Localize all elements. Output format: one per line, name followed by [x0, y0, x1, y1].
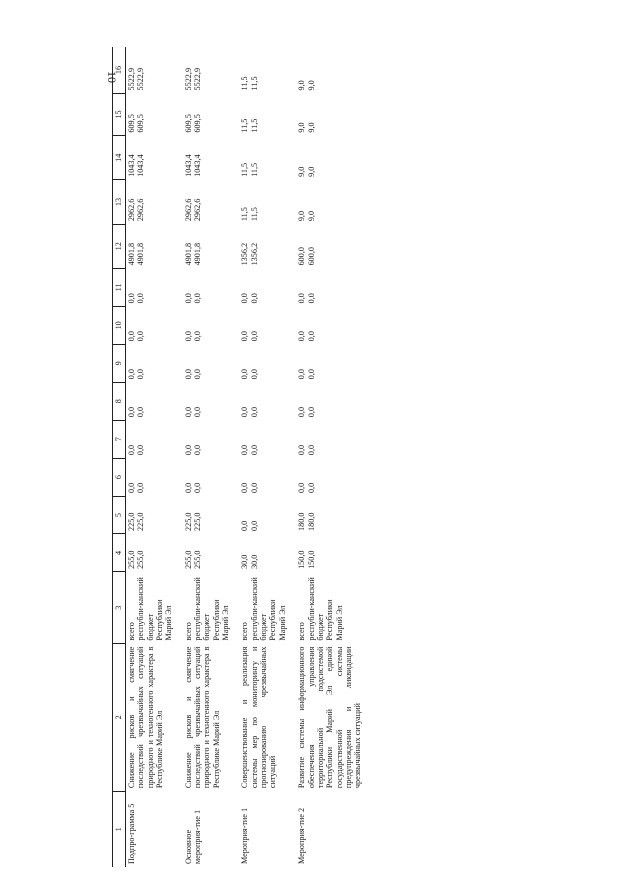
value: 2962,6	[193, 198, 203, 222]
value-cell	[296, 306, 363, 344]
value-cell	[126, 534, 175, 572]
row-spacer	[288, 47, 296, 867]
value: 0,0	[306, 293, 316, 304]
funding-source-cell	[239, 572, 288, 644]
column-number-row	[113, 47, 126, 867]
column-header: 16	[113, 47, 126, 93]
value: 0,0	[127, 293, 136, 304]
value-cell	[239, 306, 288, 344]
funding-source: республи-канский бюджет Республики Марий Эл	[306, 577, 344, 641]
value-cell	[296, 458, 363, 496]
row-name-cell	[239, 644, 288, 792]
value: 4901,8	[127, 242, 136, 266]
value: 0,0	[297, 444, 307, 456]
value: 609,5	[136, 114, 146, 133]
value: 1356,2	[240, 242, 250, 266]
value: 0,0	[240, 520, 250, 531]
column-header: 11	[113, 268, 126, 306]
value-cell	[126, 458, 175, 496]
value-cell	[183, 136, 232, 180]
value: 1043,4	[136, 154, 146, 177]
value: 0,0	[249, 444, 259, 456]
value-cell	[126, 496, 175, 534]
value: 30,0	[249, 554, 259, 569]
value: 0,0	[306, 369, 316, 380]
row-label-cell	[183, 791, 232, 867]
value-cell	[296, 47, 363, 93]
row-label-cell	[126, 791, 175, 867]
value: 1043,4	[183, 154, 193, 177]
value-cell	[239, 224, 288, 268]
value: 0,0	[240, 331, 250, 342]
value: 150,0	[306, 550, 316, 569]
value: 0,0	[249, 482, 259, 494]
row-name-cell	[126, 644, 175, 792]
value: 609,5	[183, 114, 193, 133]
column-header: 9	[113, 344, 126, 382]
page-number: 10	[105, 71, 119, 83]
value: 0,0	[240, 482, 250, 494]
value-cell	[183, 534, 232, 572]
value: 0,0	[193, 444, 203, 456]
financing-table	[112, 47, 364, 867]
column-header: 12	[113, 224, 126, 268]
column-header: 4	[113, 534, 126, 572]
value-cell	[239, 344, 288, 382]
value: 0,0	[193, 293, 203, 304]
row-label-cell	[239, 791, 288, 867]
value: 0,0	[249, 331, 259, 342]
value: 0,0	[297, 482, 307, 494]
value: 9,0	[306, 210, 316, 222]
value: 0,0	[183, 331, 193, 342]
value: 0,0	[136, 482, 146, 494]
value-cell	[239, 420, 288, 458]
value: 0,0	[127, 444, 136, 456]
funding-source: республи-канский бюджет Республики Марий Эл	[249, 577, 287, 641]
value: 255,0	[183, 550, 193, 569]
value-cell	[296, 180, 363, 224]
value-cell	[183, 93, 232, 135]
value: 11,5	[249, 207, 259, 222]
table-row	[296, 47, 363, 867]
value: 0,0	[240, 444, 250, 456]
value-cell	[296, 93, 363, 135]
value: 4901,8	[193, 242, 203, 266]
value-cell	[239, 458, 288, 496]
value-cell	[239, 47, 288, 93]
value: 225,0	[127, 512, 136, 531]
value: 9,0	[297, 80, 307, 91]
value: 0,0	[193, 369, 203, 380]
column-header: 5	[113, 496, 126, 534]
row-label: Мероприя-тие 1	[240, 807, 250, 864]
value: 11,5	[240, 76, 250, 91]
row-spacer	[231, 47, 239, 867]
value: 0,0	[249, 293, 259, 304]
value-cell	[296, 344, 363, 382]
value: 600,0	[306, 247, 316, 266]
column-header: 10	[113, 306, 126, 344]
value: 0,0	[136, 293, 146, 304]
value: 9,0	[306, 80, 316, 91]
value: 0,0	[193, 406, 203, 418]
value-cell	[126, 268, 175, 306]
funding-source: всего	[240, 622, 250, 641]
value-cell	[296, 136, 363, 180]
value: 11,5	[249, 118, 259, 133]
value-cell	[239, 180, 288, 224]
value: 0,0	[306, 331, 316, 342]
value: 5522,9	[136, 67, 146, 91]
value-cell	[126, 47, 175, 93]
value: 0,0	[306, 406, 316, 418]
value: 0,0	[127, 482, 136, 494]
value: 225,0	[136, 512, 146, 531]
value: 11,5	[240, 207, 250, 222]
value: 5522,9	[193, 67, 203, 91]
value-cell	[126, 93, 175, 135]
row-label-cell	[296, 791, 363, 867]
value: 9,0	[297, 122, 307, 133]
value: 150,0	[297, 550, 307, 569]
row-name: Снижение рисков и смягчение последствий чрезвычайных ситуаций природного и техногенного характера в Республике Марий Эл	[183, 646, 221, 789]
value-cell	[239, 268, 288, 306]
value: 11,5	[249, 76, 259, 91]
value-cell	[296, 382, 363, 420]
value: 225,0	[193, 512, 203, 531]
value: 0,0	[127, 406, 136, 418]
funding-source-cell	[126, 572, 175, 644]
funding-source: всего	[127, 622, 136, 641]
value: 2962,6	[136, 198, 146, 222]
column-header: 1	[113, 791, 126, 867]
value: 609,5	[127, 114, 136, 133]
value-cell	[296, 224, 363, 268]
value: 0,0	[136, 369, 146, 380]
value: 11,5	[240, 118, 250, 133]
value: 0,0	[297, 331, 307, 342]
funding-source: всего	[183, 622, 193, 641]
value: 0,0	[136, 406, 146, 418]
value: 0,0	[306, 482, 316, 494]
value-cell	[126, 382, 175, 420]
funding-source-cell	[183, 572, 232, 644]
funding-source: всего	[297, 622, 307, 641]
value-cell	[183, 306, 232, 344]
spacer-cell	[288, 47, 296, 867]
value-cell	[183, 224, 232, 268]
value-cell	[126, 180, 175, 224]
value: 2962,6	[183, 198, 193, 222]
column-header: 2	[113, 644, 126, 792]
row-label: Основное мероприя-тие 1	[183, 809, 203, 864]
value: 0,0	[193, 482, 203, 494]
spacer-cell	[231, 47, 239, 867]
value: 0,0	[183, 369, 193, 380]
row-spacer	[175, 47, 183, 867]
value: 0,0	[249, 369, 259, 380]
value: 2962,6	[127, 198, 136, 222]
value-cell	[183, 344, 232, 382]
column-header: 14	[113, 136, 126, 180]
value: 600,0	[297, 247, 307, 266]
value-cell	[296, 496, 363, 534]
value: 0,0	[136, 331, 146, 342]
value: 180,0	[306, 512, 316, 531]
table-row	[239, 47, 288, 867]
column-header: 7	[113, 420, 126, 458]
value-cell	[296, 420, 363, 458]
value: 0,0	[127, 369, 136, 380]
value-cell	[183, 268, 232, 306]
row-label: Подпро-грамма 5	[127, 803, 136, 864]
value-cell	[239, 534, 288, 572]
value: 9,0	[306, 166, 316, 177]
value: 5522,9	[127, 67, 136, 91]
value: 255,0	[193, 550, 203, 569]
row-name-cell	[183, 644, 232, 792]
row-name: Развитие системы информационного обеспечения управления территориальной подсистемой Республики Марий Эл единой государственной системы предупреждения и ликвидации чрезвычайных ситуаций	[297, 646, 363, 789]
value: 0,0	[297, 406, 307, 418]
value: 0,0	[127, 331, 136, 342]
row-name: Совершенствование и реализация системы мер по мониторингу и прогнозированию чрезвычайных ситуаций	[240, 646, 278, 789]
value: 0,0	[240, 293, 250, 304]
value-cell	[183, 180, 232, 224]
value-cell	[239, 496, 288, 534]
row-label: Мероприя-тие 2	[297, 807, 307, 864]
value: 1043,4	[193, 154, 203, 177]
value: 9,0	[297, 166, 307, 177]
value-cell	[126, 344, 175, 382]
value: 11,5	[240, 162, 250, 177]
value-cell	[126, 306, 175, 344]
value-cell	[239, 382, 288, 420]
funding-source: республи-канский бюджет Республики Марий Эл	[136, 577, 174, 641]
value-cell	[239, 136, 288, 180]
value: 4901,8	[136, 242, 146, 266]
value-cell	[183, 382, 232, 420]
value: 0,0	[193, 331, 203, 342]
value: 5522,9	[183, 67, 193, 91]
value-cell	[126, 224, 175, 268]
column-header: 13	[113, 180, 126, 224]
value-cell	[239, 93, 288, 135]
value: 1356,2	[249, 242, 259, 266]
value-cell	[183, 496, 232, 534]
value-cell	[183, 47, 232, 93]
value: 0,0	[297, 369, 307, 380]
value: 1043,4	[127, 154, 136, 177]
value: 0,0	[249, 520, 259, 531]
value: 0,0	[183, 482, 193, 494]
value-cell	[296, 534, 363, 572]
value: 9,0	[306, 122, 316, 133]
funding-source-cell	[296, 572, 363, 644]
column-header: 8	[113, 382, 126, 420]
table-row	[183, 47, 232, 867]
value: 0,0	[240, 369, 250, 380]
funding-source: республи-канский бюджет Республики Марий Эл	[193, 577, 231, 641]
value: 0,0	[240, 406, 250, 418]
value: 0,0	[183, 293, 193, 304]
table-row	[126, 47, 175, 867]
value: 180,0	[297, 512, 307, 531]
value-cell	[183, 458, 232, 496]
value: 0,0	[136, 444, 146, 456]
value: 11,5	[249, 162, 259, 177]
value: 255,0	[136, 550, 146, 569]
value: 255,0	[127, 550, 136, 569]
value-cell	[183, 420, 232, 458]
value: 4901,8	[183, 242, 193, 266]
value: 9,0	[297, 210, 307, 222]
row-name: Снижение рисков и смягчение последствий чрезвычайных ситуаций природного и техногенного характера в Республике Марий Эл	[127, 646, 165, 789]
column-header: 3	[113, 572, 126, 644]
value: 0,0	[249, 406, 259, 418]
value: 0,0	[183, 406, 193, 418]
value: 0,0	[183, 444, 193, 456]
spacer-cell	[175, 47, 183, 867]
column-header: 6	[113, 458, 126, 496]
value: 30,0	[240, 554, 250, 569]
value: 225,0	[183, 512, 193, 531]
value: 0,0	[306, 444, 316, 456]
row-name-cell	[296, 644, 363, 792]
column-header: 15	[113, 93, 126, 135]
value: 609,5	[193, 114, 203, 133]
value: 0,0	[297, 293, 307, 304]
value-cell	[126, 420, 175, 458]
value-cell	[126, 136, 175, 180]
value-cell	[296, 268, 363, 306]
